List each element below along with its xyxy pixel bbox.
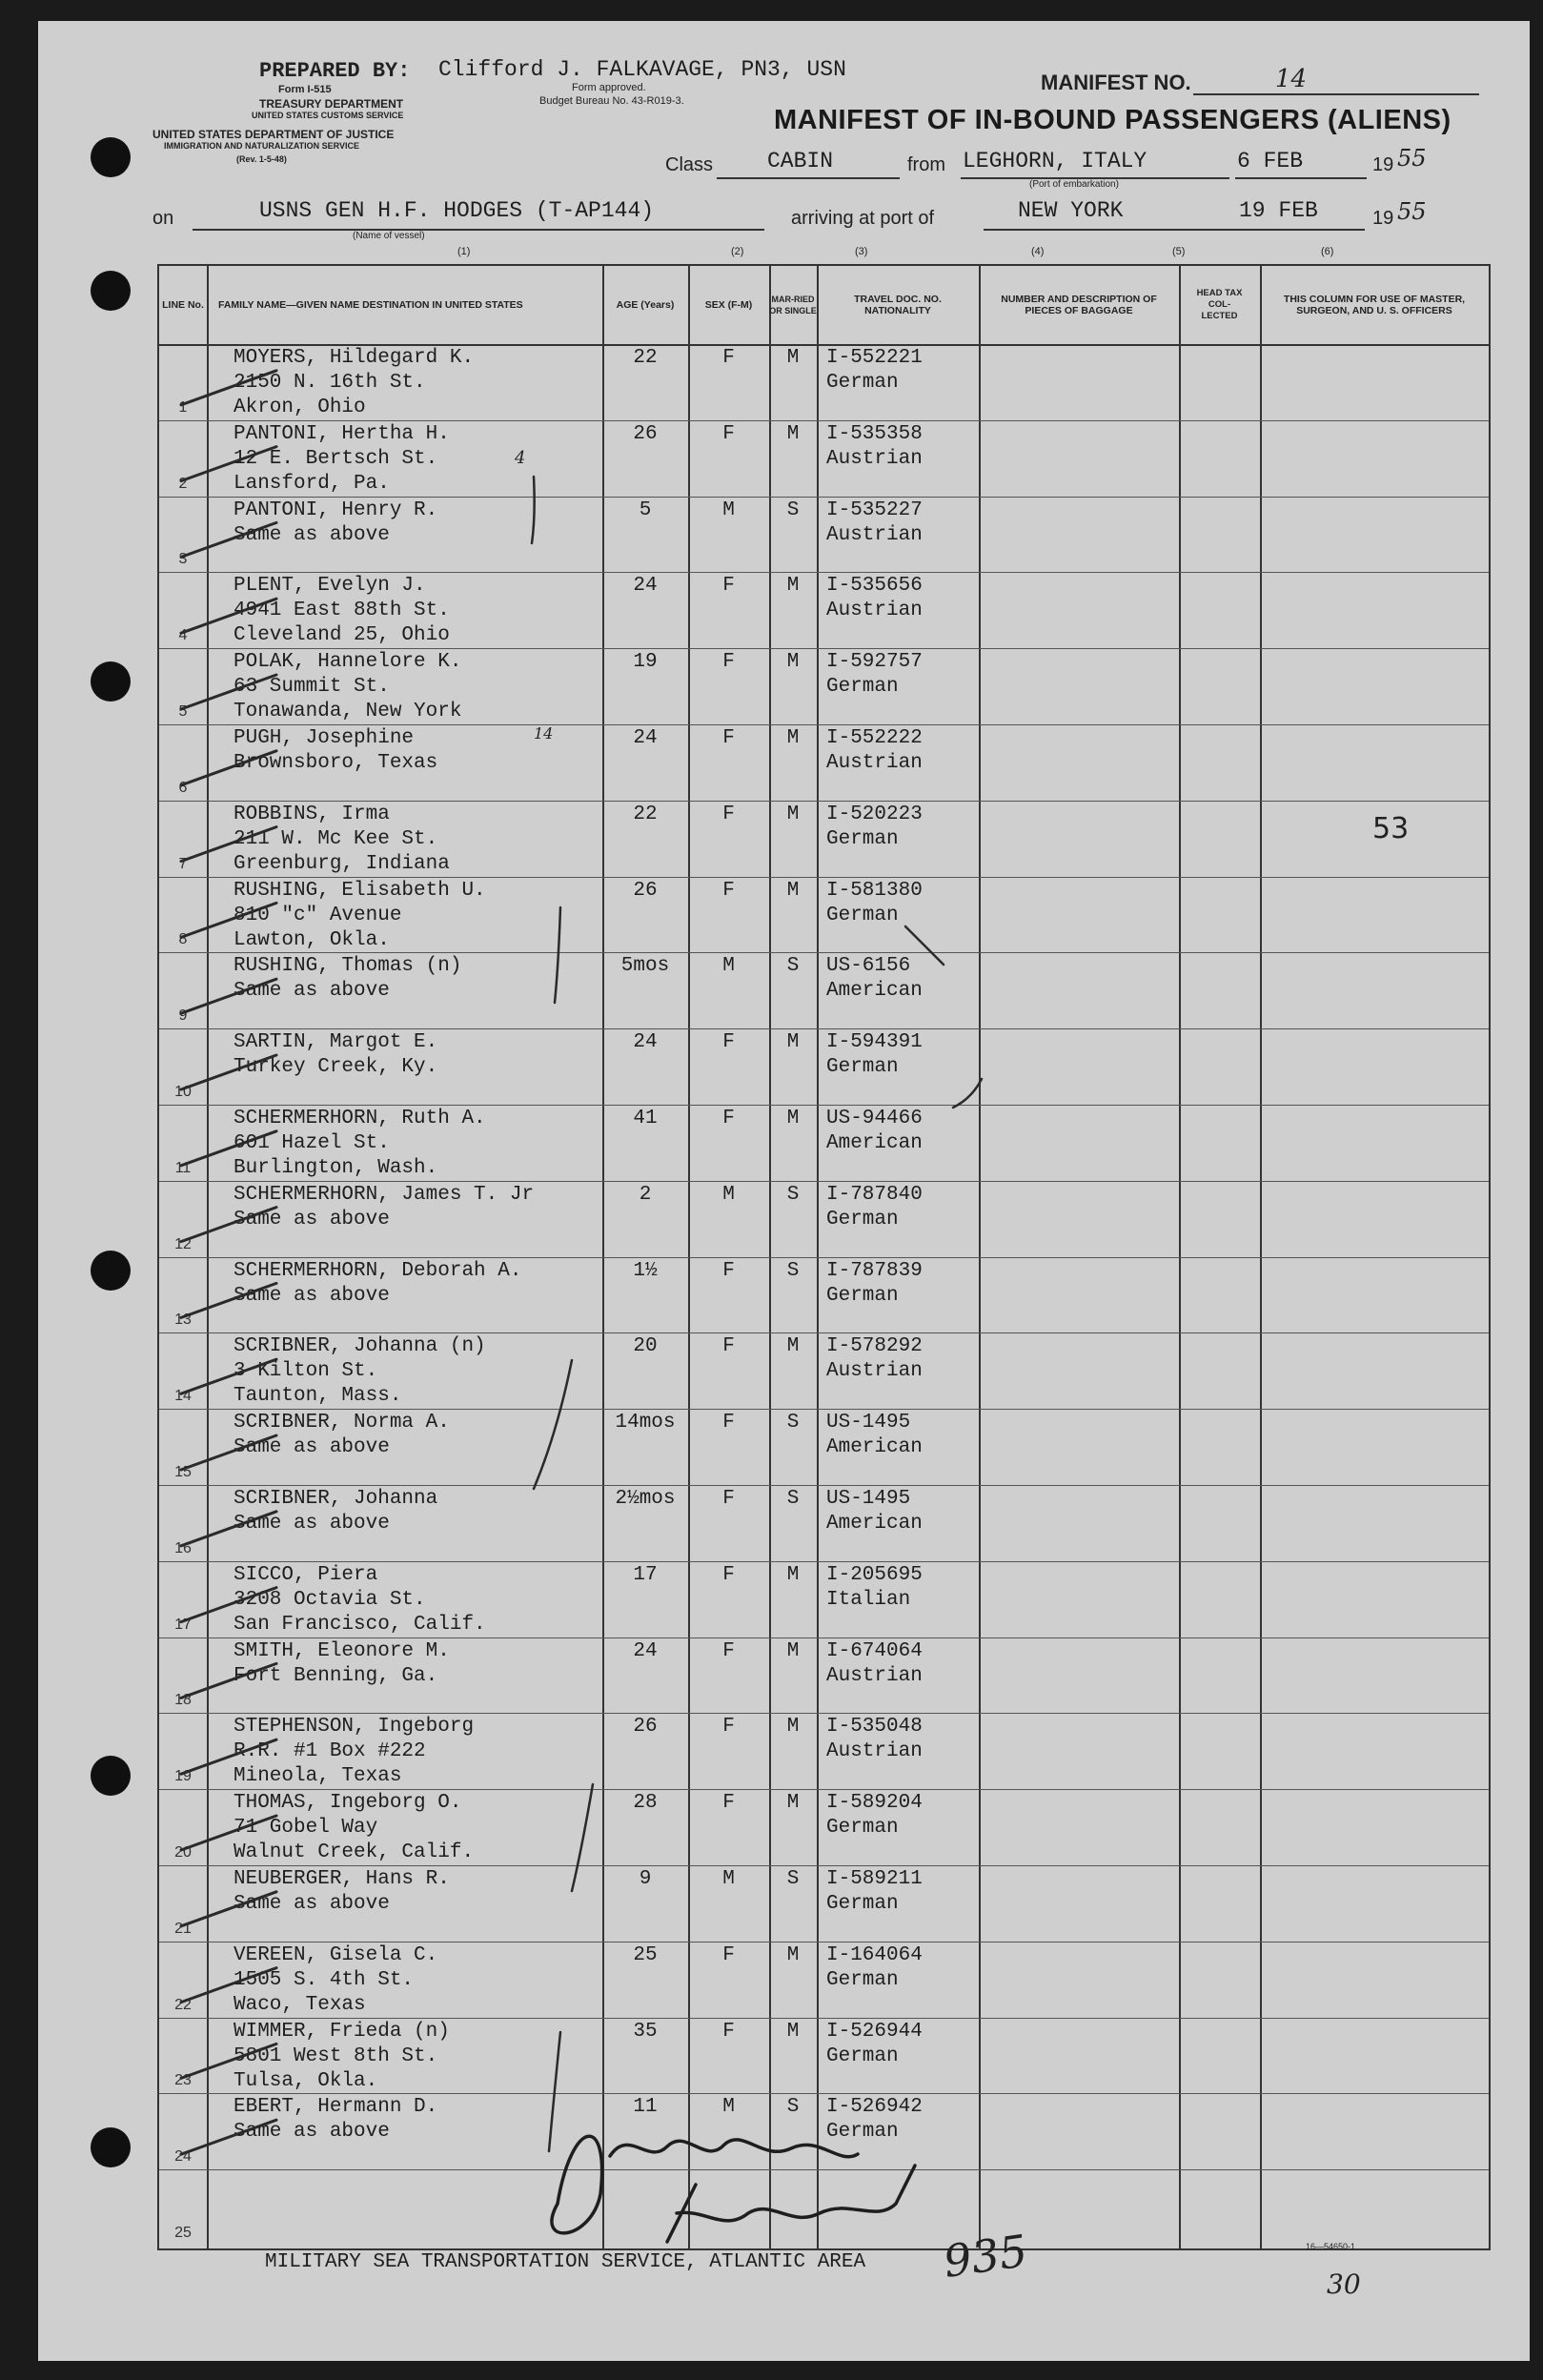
passenger-name: SCRIBNER, Norma A. (233, 1412, 450, 1434)
passenger-address: Same as above (233, 523, 390, 546)
passenger-name: SCHERMERHORN, Ruth A. (233, 1108, 486, 1129)
passenger-age: 14mos (615, 1412, 676, 1434)
passenger-sex: F (722, 1108, 735, 1129)
marital-status: S (786, 1412, 800, 1434)
marital-status: M (786, 879, 800, 902)
passenger-address: Same as above (233, 2121, 390, 2144)
travel-doc-number: I-581380 (826, 879, 923, 902)
arrival-date: 19 FEB (1239, 198, 1318, 223)
nationality: American (826, 1513, 923, 1535)
table-row (159, 1105, 1489, 1181)
column-number: (2) (731, 246, 744, 257)
marital-status: M (786, 1108, 800, 1129)
passenger-sex: F (722, 1412, 735, 1434)
marital-status: M (786, 803, 800, 825)
passenger-age: 26 (633, 422, 658, 445)
passenger-address: 4941 East 88th St. (233, 600, 450, 622)
binder-hole (91, 271, 131, 311)
budget-bureau: Budget Bureau No. 43-R019-3. (539, 95, 684, 107)
passenger-age: 20 (633, 1335, 658, 1358)
travel-doc-number: I-520223 (826, 803, 923, 825)
passenger-address: 3 Kilton St. (233, 1360, 378, 1383)
passenger-sex: F (722, 1792, 735, 1815)
passenger-address: 3208 Octavia St. (233, 1588, 426, 1611)
passenger-sex: F (722, 347, 735, 369)
passenger-age: 9 (639, 1868, 652, 1890)
line-number: 20 (174, 1843, 192, 1861)
passenger-name: PUGH, Josephine (233, 727, 415, 749)
travel-doc-number: I-526944 (826, 2020, 923, 2043)
column-number: (4) (1031, 246, 1045, 257)
travel-doc-number: I-535358 (826, 422, 923, 445)
travel-doc-number: I-526942 (826, 2096, 923, 2119)
passenger-name: SCRIBNER, Johanna (n) (233, 1335, 486, 1358)
line-number: 12 (174, 1235, 192, 1252)
passenger-age: 11 (633, 2096, 658, 2119)
passenger-address: Brownsboro, Texas (233, 752, 438, 774)
passenger-address: R.R. #1 Box #222 (233, 1740, 426, 1763)
passenger-sex: F (722, 422, 735, 445)
travel-doc-number: US-1495 (826, 1412, 911, 1434)
marital-status: M (786, 727, 800, 749)
treasury-department: TREASURY DEPARTMENT (259, 97, 404, 111)
marital-status: M (786, 1563, 800, 1586)
passenger-address: Greenburg, Indiana (233, 852, 450, 875)
column-header-travel-doc: TRAVEL DOC. NO. NATIONALITY (854, 294, 942, 316)
passenger-age: 28 (633, 1792, 658, 1815)
nationality: German (826, 676, 899, 699)
nationality: Austrian (826, 752, 923, 774)
table-row (159, 2169, 1489, 2246)
passenger-name: POLAK, Hannelore K. (233, 651, 462, 674)
form-revision: (Rev. 1-5-48) (236, 154, 287, 164)
table-row (159, 1638, 1489, 1714)
line-number: 15 (174, 1463, 192, 1480)
travel-doc-number: I-594391 (826, 1031, 923, 1054)
passenger-age: 24 (633, 727, 658, 749)
passenger-age: 5 (639, 498, 652, 521)
column-number: (3) (855, 246, 868, 257)
arrival-year: 55 (1397, 198, 1427, 225)
passenger-name: NEUBERGER, Hans R. (233, 1868, 450, 1890)
line-number: 25 (174, 2224, 192, 2241)
line-number: 13 (174, 1312, 192, 1329)
passenger-sex: M (722, 955, 735, 978)
column-header-officers: THIS COLUMN FOR USE OF MASTER, SURGEON, AND U. S. OFFICERS (1283, 294, 1466, 316)
passenger-address: 71 Gobel Way (233, 1817, 378, 1840)
passenger-sex: F (722, 1639, 735, 1662)
table-row (159, 1942, 1489, 2018)
line-number: 10 (174, 1083, 192, 1100)
marital-status: S (786, 955, 800, 978)
column-header-baggage: NUMBER AND DESCRIPTION OF PIECES OF BAGGAGE (1001, 294, 1157, 316)
table-row (159, 1332, 1489, 1409)
passenger-age: 26 (633, 879, 658, 902)
binder-hole (91, 661, 131, 702)
travel-doc-number: US-1495 (826, 1488, 911, 1510)
prepared-by-value: Clifford J. FALKAVAGE, PN3, USN (438, 57, 846, 82)
column-number: (1) (457, 246, 471, 257)
column-header-name: FAMILY NAME—GIVEN NAME DESTINATION IN UNITED STATES (218, 299, 523, 311)
nationality: German (826, 1208, 899, 1231)
travel-doc-number: I-589204 (826, 1792, 923, 1815)
marital-status: S (786, 1259, 800, 1282)
binder-hole (91, 1251, 131, 1291)
travel-doc-number: I-592757 (826, 651, 923, 674)
line-number: 2 (178, 475, 188, 492)
passenger-address: 211 W. Mc Kee St. (233, 827, 438, 850)
nationality: American (826, 1436, 923, 1459)
marital-status: M (786, 1943, 800, 1966)
line-number: 11 (174, 1159, 192, 1176)
passenger-address: Burlington, Wash. (233, 1157, 438, 1179)
nationality: Austrian (826, 447, 923, 470)
passenger-address: Cleveland 25, Ohio (233, 624, 450, 647)
marital-status: M (786, 651, 800, 674)
table-row (159, 1561, 1489, 1638)
passenger-age: 35 (633, 2020, 658, 2043)
passenger-name: RUSHING, Elisabeth U. (233, 879, 486, 902)
passenger-address: Taunton, Mass. (233, 1385, 402, 1408)
passenger-address: Same as above (233, 1893, 390, 1915)
passenger-name: VEREEN, Gisela C. (233, 1943, 438, 1966)
table-row (159, 420, 1489, 497)
passenger-name: EBERT, Hermann D. (233, 2096, 438, 2119)
passenger-age: 41 (633, 1108, 658, 1129)
table-row (159, 1485, 1489, 1561)
passenger-age: 17 (633, 1563, 658, 1586)
departure-date: 6 FEB (1237, 149, 1304, 173)
department-of-justice: UNITED STATES DEPARTMENT OF JUSTICE (152, 128, 395, 141)
nationality: Austrian (826, 600, 923, 622)
travel-doc-number: I-787840 (826, 1183, 923, 1206)
passenger-age: 24 (633, 1031, 658, 1054)
passenger-address: Same as above (233, 980, 390, 1003)
table-row (159, 497, 1489, 573)
line-number: 17 (174, 1616, 192, 1633)
travel-doc-number: US-6156 (826, 955, 911, 978)
table-row (159, 1789, 1489, 1865)
arrival-port: NEW YORK (1018, 198, 1124, 223)
table-row (159, 952, 1489, 1028)
table-row (159, 2018, 1489, 2094)
passenger-address: 2150 N. 16th St. (233, 372, 426, 394)
passenger-address: 12 E. Bertsch St. (233, 447, 438, 470)
column-header-sex: SEX (F-M) (704, 299, 753, 311)
passenger-age: 25 (633, 1943, 658, 1966)
line-number: 9 (178, 1007, 188, 1025)
marital-status: S (786, 2096, 800, 2119)
nationality: German (826, 904, 899, 926)
passenger-address: Mineola, Texas (233, 1765, 402, 1788)
column-number: (5) (1172, 246, 1186, 257)
marital-status: M (786, 1792, 800, 1815)
table-row (159, 801, 1489, 877)
table-row (159, 344, 1489, 420)
line-number: 4 (178, 627, 188, 644)
nationality: German (826, 1968, 899, 1991)
marital-status: S (786, 1183, 800, 1206)
nationality: Austrian (826, 523, 923, 546)
passenger-address: 63 Summit St. (233, 676, 390, 699)
passenger-address: Lansford, Pa. (233, 472, 390, 495)
marital-status: M (786, 1716, 800, 1739)
manifest-number-label: MANIFEST NO. (1041, 71, 1191, 94)
port-of-embarkation: LEGHORN, ITALY (963, 149, 1147, 173)
passenger-sex: F (722, 1488, 735, 1510)
travel-doc-number: I-535227 (826, 498, 923, 521)
table-row (159, 724, 1489, 801)
arrival-year-prefix: 19 (1372, 208, 1394, 229)
marital-status: M (786, 1335, 800, 1358)
passenger-address: Tulsa, Okla. (233, 2069, 378, 2092)
binder-hole (91, 137, 131, 177)
passenger-name: MOYERS, Hildegard K. (233, 347, 475, 369)
manifest-sheet (38, 21, 1530, 2361)
travel-doc-number: I-578292 (826, 1335, 923, 1358)
line-number: 21 (174, 1920, 192, 1937)
passenger-name: SMITH, Eleonore M. (233, 1639, 450, 1662)
nationality: Austrian (826, 1360, 923, 1383)
on-label: on (152, 208, 174, 229)
marital-status: M (786, 575, 800, 598)
passenger-address: Same as above (233, 1208, 390, 1231)
passenger-name: STEPHENSON, Ingeborg (233, 1716, 475, 1739)
nationality: German (826, 2121, 899, 2144)
passenger-address: 601 Hazel St. (233, 1132, 390, 1154)
line-number: 8 (178, 931, 188, 948)
line-number: 16 (174, 1539, 192, 1556)
departure-year: 55 (1397, 145, 1427, 172)
passenger-name: THOMAS, Ingeborg O. (233, 1792, 462, 1815)
line-number: 24 (174, 2148, 192, 2166)
prepared-by-label: PREPARED BY: (259, 59, 411, 83)
passenger-address: Walnut Creek, Calif. (233, 1841, 475, 1864)
column-header-age: AGE (Years) (616, 299, 675, 311)
passenger-sex: F (722, 1259, 735, 1282)
passenger-age: 22 (633, 803, 658, 825)
table-row (159, 1257, 1489, 1333)
travel-doc-number: I-535656 (826, 575, 923, 598)
travel-doc-number: I-552221 (826, 347, 923, 369)
margin-note: 53 (1372, 812, 1410, 845)
nationality: American (826, 980, 923, 1003)
passenger-sex: F (722, 1031, 735, 1054)
stamp-number: 935 (940, 2225, 1031, 2288)
marital-status: S (786, 1488, 800, 1510)
column-header-line: LINE No. (162, 299, 204, 311)
table-row (159, 648, 1489, 724)
passenger-sex: F (722, 1943, 735, 1966)
line-number: 19 (174, 1768, 192, 1785)
table-row (159, 877, 1489, 953)
travel-doc-number: I-535048 (826, 1716, 923, 1739)
passenger-address: Tonawanda, New York (233, 701, 462, 723)
passenger-sex: M (722, 1183, 735, 1206)
passenger-name: WIMMER, Frieda (n) (233, 2020, 450, 2043)
line-number: 7 (178, 855, 188, 872)
nationality: Italian (826, 1588, 911, 1611)
table-row (159, 2093, 1489, 2169)
line-number: 5 (178, 702, 188, 720)
line-number: 1 (178, 398, 188, 416)
passenger-age: 19 (633, 651, 658, 674)
marital-status: S (786, 498, 800, 521)
travel-doc-number: US-94466 (826, 1108, 923, 1129)
passenger-name: ROBBINS, Irma (233, 803, 390, 825)
passenger-age: 5mos (620, 955, 670, 978)
line-number: 3 (178, 551, 188, 568)
passenger-name: PLENT, Evelyn J. (233, 575, 426, 598)
passenger-name: SCRIBNER, Johanna (233, 1488, 438, 1510)
nationality: German (826, 827, 899, 850)
passenger-sex: F (722, 803, 735, 825)
marital-status: M (786, 1639, 800, 1662)
port-of-embarkation-note: (Port of embarkation) (1029, 179, 1119, 190)
marital-status: M (786, 422, 800, 445)
passenger-sex: F (722, 879, 735, 902)
line-number: 22 (174, 1996, 192, 2013)
form-approved: Form approved. (572, 82, 646, 93)
passenger-name: RUSHING, Thomas (n) (233, 955, 462, 978)
passenger-sex: M (722, 498, 735, 521)
table-row (159, 1865, 1489, 1942)
column-header-head-tax: HEAD TAX COL-LECTED (1196, 288, 1243, 321)
passenger-sex: F (722, 651, 735, 674)
nationality: German (826, 1056, 899, 1079)
passenger-age: 1½ (633, 1259, 658, 1282)
from-label: from (907, 154, 945, 175)
passenger-name: SARTIN, Margot E. (233, 1031, 438, 1054)
passenger-table (157, 264, 1491, 2250)
nationality: Austrian (826, 1740, 923, 1763)
print-code: 16—54650-1 (1306, 2242, 1356, 2251)
passenger-address: Waco, Texas (233, 1993, 366, 2016)
passenger-age: 22 (633, 347, 658, 369)
corner-number: 30 (1327, 2268, 1361, 2300)
travel-doc-number: I-674064 (826, 1639, 923, 1662)
passenger-name: SCHERMERHORN, Deborah A. (233, 1259, 522, 1282)
passenger-address: 810 "c" Avenue (233, 904, 402, 926)
vessel-name: USNS GEN H.F. HODGES (T-AP144) (259, 198, 655, 223)
travel-doc-number: I-552222 (826, 727, 923, 749)
margin-note: 14 (534, 724, 554, 742)
manifest-number: 14 (1275, 65, 1308, 93)
footer-service: MILITARY SEA TRANSPORTATION SERVICE, ATLANTIC AREA (265, 2251, 866, 2273)
nationality: German (826, 1284, 899, 1307)
nationality: German (826, 1893, 899, 1915)
customs-service: UNITED STATES CUSTOMS SERVICE (252, 111, 404, 120)
passenger-address: Same as above (233, 1436, 390, 1459)
passenger-address: Lawton, Okla. (233, 928, 390, 951)
passenger-sex: F (722, 727, 735, 749)
manifest-title: MANIFEST OF IN-BOUND PASSENGERS (ALIENS) (774, 105, 1452, 135)
passenger-address: 5801 West 8th St. (233, 2044, 438, 2067)
class-label: Class (665, 154, 714, 175)
arriving-label: arriving at port of (791, 208, 935, 229)
table-row (159, 1409, 1489, 1485)
passenger-address: Akron, Ohio (233, 397, 366, 418)
nationality: German (826, 2044, 899, 2067)
travel-doc-number: I-164064 (826, 1943, 923, 1966)
departure-year-prefix: 19 (1372, 154, 1394, 175)
marital-status: M (786, 2020, 800, 2043)
passenger-sex: F (722, 1716, 735, 1739)
passenger-sex: F (722, 1335, 735, 1358)
marital-status: S (786, 1868, 800, 1890)
nationality: Austrian (826, 1664, 923, 1687)
passenger-name: SICCO, Piera (233, 1563, 378, 1586)
nationality: German (826, 1817, 899, 1840)
line-number: 23 (174, 2072, 192, 2089)
nationality: German (826, 372, 899, 394)
passenger-age: 24 (633, 575, 658, 598)
passenger-sex: F (722, 2020, 735, 2043)
passenger-name: SCHERMERHORN, James T. Jr (233, 1183, 535, 1206)
travel-doc-number: I-589211 (826, 1868, 923, 1890)
travel-doc-number: I-787839 (826, 1259, 923, 1282)
margin-note: 4 (515, 448, 526, 468)
table-row (159, 1028, 1489, 1105)
passenger-address: 1505 S. 4th St. (233, 1968, 415, 1991)
binder-hole (91, 1756, 131, 1796)
passenger-address: Turkey Creek, Ky. (233, 1056, 438, 1079)
travel-doc-number: I-205695 (826, 1563, 923, 1586)
passenger-age: 24 (633, 1639, 658, 1662)
class-value: CABIN (767, 149, 834, 173)
binder-hole (91, 2127, 131, 2167)
passenger-sex: F (722, 575, 735, 598)
vessel-name-note: (Name of vessel) (353, 231, 425, 241)
passenger-address: San Francisco, Calif. (233, 1613, 486, 1636)
line-number: 18 (174, 1692, 192, 1709)
passenger-address: Same as above (233, 1284, 390, 1307)
column-number: (6) (1321, 246, 1334, 257)
passenger-address: Fort Benning, Ga. (233, 1664, 438, 1687)
column-header-married: MAR-RIED OR SINGLE (769, 295, 817, 315)
passenger-age: 2 (639, 1183, 652, 1206)
passenger-age: 2½mos (615, 1488, 676, 1510)
table-row (159, 572, 1489, 648)
passenger-sex: F (722, 1563, 735, 1586)
table-row (159, 1181, 1489, 1257)
table-row (159, 1713, 1489, 1789)
immigration-service: IMMIGRATION AND NATURALIZATION SERVICE (164, 141, 359, 151)
passenger-age: 26 (633, 1716, 658, 1739)
passenger-name: PANTONI, Hertha H. (233, 422, 450, 445)
marital-status: M (786, 347, 800, 369)
marital-status: M (786, 1031, 800, 1054)
passenger-sex: M (722, 2096, 735, 2119)
line-number: 6 (178, 779, 188, 796)
passenger-name: PANTONI, Henry R. (233, 498, 438, 521)
passenger-address: Same as above (233, 1513, 390, 1535)
line-number: 14 (174, 1388, 192, 1405)
form-number: Form I-515 (278, 84, 332, 95)
passenger-sex: M (722, 1868, 735, 1890)
nationality: American (826, 1132, 923, 1154)
